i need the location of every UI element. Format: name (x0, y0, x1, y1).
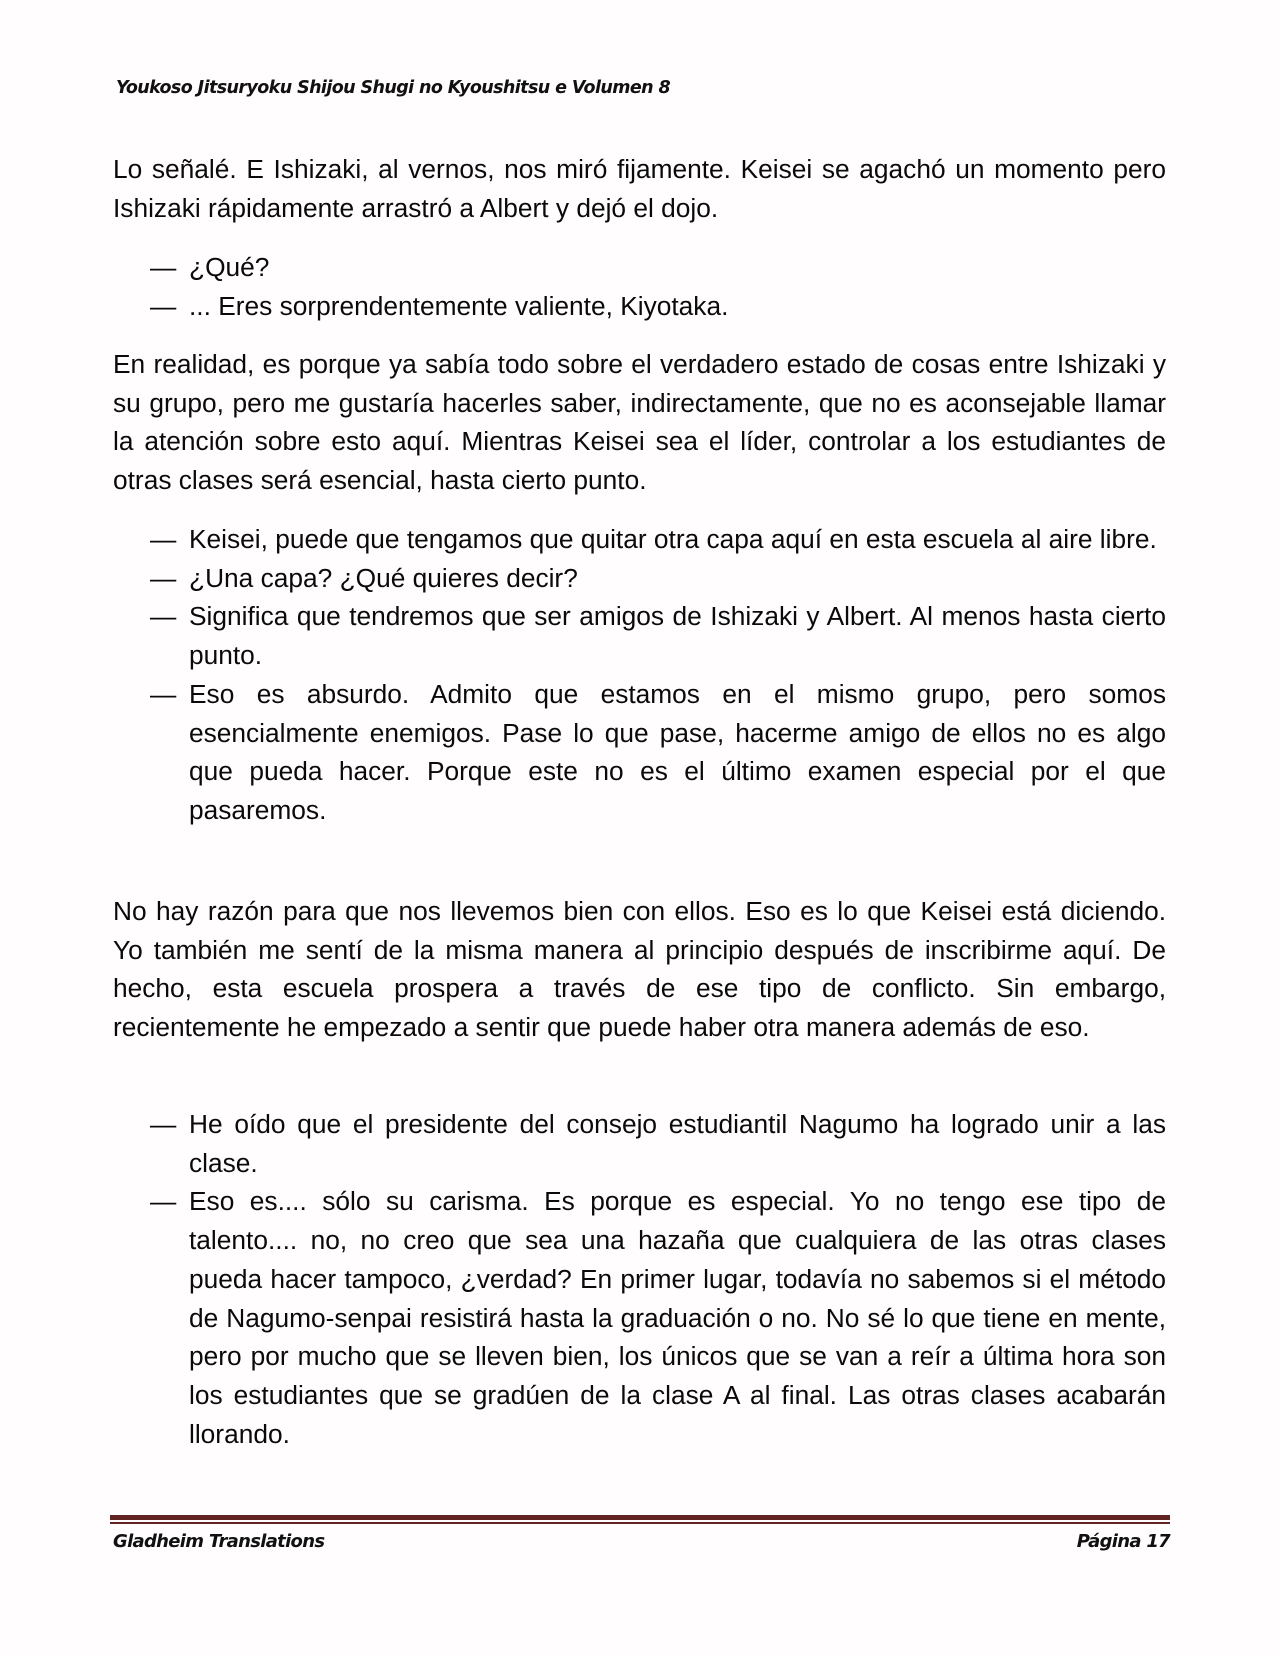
footer-divider (110, 1515, 1170, 1525)
dialogue-block-2 (150, 520, 1166, 830)
paragraph-2 (113, 345, 1166, 500)
paragraph-1 (113, 150, 1166, 227)
dialogue-line (150, 520, 1166, 559)
dialogue-text: Keisei, puede que tengamos que quitar otra capa aquí en esta escuela al aire libre. (189, 524, 1157, 554)
footer-translator-credit: Gladheim Translations (113, 1531, 325, 1552)
dialogue-line (150, 597, 1166, 674)
dialogue-line (150, 287, 1166, 326)
paragraph-text: No hay razón para que nos llevemos bien con ellos. Eso es lo que Keisei está diciendo. Yo también me sentí de la misma manera al principio después de inscribirme aquí. De hecho, esta escuela prospera a través de ese tipo de conflicto. Sin embargo, recientemente he empezado a sentir que puede haber otra manera además de eso. (113, 896, 1166, 1043)
dialogue-line (150, 248, 1166, 287)
em-dash: — (150, 290, 177, 321)
footer-page-number: Página 17 (1076, 1531, 1170, 1552)
em-dash: — (150, 252, 177, 282)
dialogue-text: He oído que el presidente del consejo estudiantil Nagumo ha logrado unir a las clase. (189, 1109, 1166, 1178)
dialogue-block-3 (150, 1105, 1166, 1453)
paragraph-text: Lo señalé. E Ishizaki, al vernos, nos miró fijamente. Keisei se agachó un momento pero Ishizaki rápidamente arrastró a Albert y dejó el dojo. (113, 154, 1166, 223)
dialogue-text: Significa que tendremos que ser amigos de Ishizaki y Albert. Al menos hasta cierto punto. (189, 601, 1166, 671)
dialogue-text: ¿Una capa? ¿Qué quieres decir? (189, 562, 578, 593)
em-dash: — (150, 601, 177, 632)
dialogue-block-1 (150, 248, 1166, 325)
dialogue-text: Eso es absurdo. Admito que estamos en el mismo grupo, pero somos esencialmente enemigos. Pase lo que pase, hacerme amigo de ellos no es algo que pueda hacer. Porque este no es el último examen especial por el que pasaremos. (189, 678, 1166, 825)
dialogue-text: ... Eres sorprendentemente valiente, Kiyotaka. (189, 290, 729, 321)
footer-divider-thin (110, 1522, 1170, 1524)
footer-divider-thick (110, 1515, 1170, 1520)
dialogue-line (150, 1182, 1166, 1453)
page-header-title: Youkoso Jitsuryoku Shijou Shugi no Kyoushitsu e Volumen 8 (116, 78, 671, 98)
dialogue-line (150, 559, 1166, 598)
dialogue-text: ¿Qué? (189, 252, 270, 282)
dialogue-line (150, 675, 1166, 830)
em-dash: — (150, 678, 177, 709)
em-dash: — (150, 1186, 177, 1217)
paragraph-3 (113, 892, 1166, 1047)
paragraph-text: En realidad, es porque ya sabía todo sobre el verdadero estado de cosas entre Ishizaki y su grupo, pero me gustaría hacerles saber, indirectamente, que no es aconsejable llamar la atención sobre esto aquí. Mientras Keisei sea el líder, controlar a los estudiantes de otras clases será esencial, hasta cierto punto. (113, 349, 1166, 496)
dialogue-text: Eso es.... sólo su carisma. Es porque es especial. Yo no tengo ese tipo de talento.... no, no creo que sea una hazaña que cualquiera de las otras clases pueda hacer tampoco, ¿verdad? En primer lugar, todavía no sabemos si el método de Nagumo-senpai resistirá hasta la graduación o no. No sé lo que tiene en mente, pero por mucho que se lleven bien, los únicos que se van a reír a última hora son los estudiantes que se gradúen de la clase A al final. Las otras clases acabarán llorando. (189, 1186, 1166, 1449)
em-dash: — (150, 1109, 177, 1139)
dialogue-line (150, 1105, 1166, 1182)
em-dash: — (150, 524, 177, 554)
em-dash: — (150, 562, 177, 593)
